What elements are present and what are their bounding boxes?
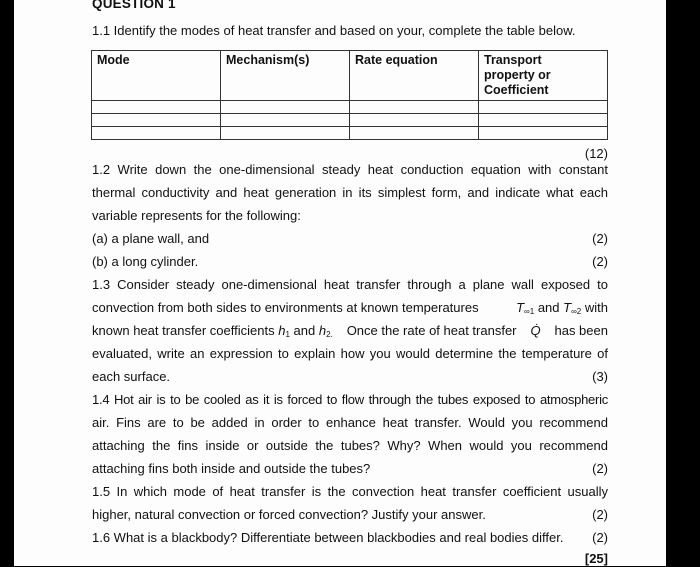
question-heading: QUESTION 1 (92, 0, 176, 11)
marks-q1-3: (3) (592, 369, 608, 384)
question-1-3-last-row: each surface. (3) (92, 369, 608, 384)
question-1-3-line: convection from both sides to environments at known temperatures $T_{\infty 1}$ and $T_{\infty 2}$ with (92, 300, 608, 316)
heat-transfer-table (91, 50, 608, 140)
question-1-3-line: evaluated, write an expression to explain how you would determine the temperature of (92, 346, 608, 361)
table-cell[interactable] (221, 114, 350, 127)
document-page (14, 0, 666, 566)
table-cell[interactable] (479, 114, 608, 127)
table-cell[interactable] (479, 127, 608, 140)
marks-q1-4: (2) (592, 461, 608, 476)
question-1-2-line: 1.2 Write down the one-dimensional steady heat conduction equation with constant (92, 162, 608, 177)
question-1-2b-text: (b) a long cylinder. (92, 254, 199, 269)
question-1-1-text: 1.1 Identify the modes of heat transfer and based on your, complete the table below. (92, 23, 576, 38)
question-1-5-line: 1.5 In which mode of heat transfer is the convection heat transfer coefficient usually (92, 484, 608, 499)
table-cell[interactable] (221, 127, 350, 140)
question-1-2a-text: (a) a plane wall, and (92, 231, 210, 246)
table-header-row (92, 51, 608, 101)
table-cell[interactable] (350, 101, 479, 114)
question-1-2-line: variable represents for the following: (92, 208, 301, 223)
table-row (92, 101, 608, 114)
table-cell[interactable] (350, 114, 479, 127)
question-1-2b-row (92, 254, 608, 270)
table-cell[interactable] (350, 127, 479, 140)
marks-q1-2b: (2) (592, 254, 608, 269)
header-mode: Mode (92, 51, 221, 101)
header-rate-equation: Rate equation (350, 51, 479, 101)
marks-q1-2a: (2) (592, 231, 608, 246)
question-1-2a-row (92, 231, 608, 247)
total-marks: [25] (584, 551, 608, 566)
marks-q1-1: (12) (584, 146, 608, 161)
question-1-4-line: 1.4 Hot air is to be cooled as it is forced to flow through the tubes exposed to atmospheric (92, 392, 608, 407)
header-mechanisms: Mechanism(s) (221, 51, 350, 101)
marks-q1-5: (2) (592, 507, 608, 522)
table-row (92, 114, 608, 127)
question-1-5-last-row: higher, natural convection or forced convection? Justify your answer. (2) (92, 507, 608, 522)
table-cell[interactable] (221, 101, 350, 114)
table-row (92, 127, 608, 140)
header-transport-property: Transport property or Coefficient (479, 51, 608, 101)
question-1-3-line: known heat transfer coefficients $h_1$ and $h_{2.}$ Once the rate of heat transfer Q̇ has been (92, 323, 608, 339)
question-1-2-line: thermal conductivity and heat generation in its simplest form, and indicate what each (92, 185, 608, 200)
table-cell[interactable] (92, 127, 221, 140)
question-1-4-last-row: attaching fins both inside and outside the tubes? (2) (92, 461, 608, 476)
question-1-6-row: 1.6 What is a blackbody? Differentiate between blackbodies and real bodies differ. (2) (92, 530, 608, 545)
question-1-4-line: air. Fins are to be added in order to enhance heat transfer. Would you recommend (92, 415, 608, 430)
table-cell[interactable] (92, 114, 221, 127)
marks-q1-6: (2) (592, 530, 608, 545)
question-1-4-line: attaching the fins inside or outside the tubes? Why? When would you recommend (92, 438, 608, 453)
table-cell[interactable] (479, 101, 608, 114)
question-1-3-line: 1.3 Consider steady one-dimensional heat transfer through a plane wall exposed to (92, 277, 608, 292)
table-cell[interactable] (92, 101, 221, 114)
